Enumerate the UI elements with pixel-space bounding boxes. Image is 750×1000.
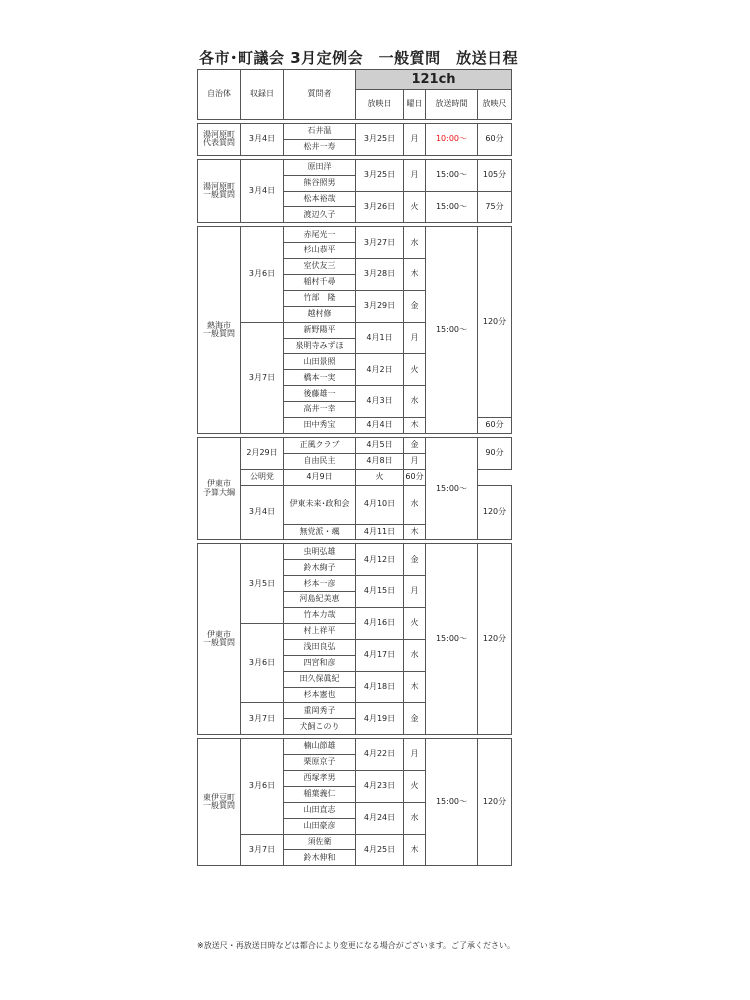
recording-date-cell: 2月29日 <box>241 437 284 469</box>
page-title: 各市･町議会 3月定例会 一般質問 放送日程 <box>199 49 519 67</box>
air-date-cell: 4月24日 <box>356 802 404 834</box>
header-duration: 放映尺 <box>478 90 512 120</box>
questioner-cell: 田久保眞紀 <box>284 671 356 687</box>
questioner-cell: 杉本憲也 <box>284 687 356 703</box>
air-date-cell: 4月23日 <box>356 770 404 802</box>
weekday-cell: 月 <box>404 739 426 771</box>
questioner-cell: 山田豪彦 <box>284 818 356 834</box>
questioner-cell: 河島紀美恵 <box>284 592 356 608</box>
air-date-cell: 4月1日 <box>356 322 404 354</box>
weekday-cell: 火 <box>404 770 426 802</box>
channel-header: 121ch <box>356 70 512 90</box>
questioner-cell: 公明党 <box>241 469 284 485</box>
weekday-cell: 水 <box>404 386 426 418</box>
questioner-cell: 重岡秀子 <box>284 703 356 719</box>
weekday-cell: 金 <box>404 703 426 735</box>
questioner-cell: 杉山恭平 <box>284 243 356 259</box>
municipality-cell: 東伊豆町 一般質問 <box>198 739 241 866</box>
table-row <box>198 544 512 560</box>
header-questioner: 質問者 <box>284 70 356 120</box>
questioner-cell: 松井一寿 <box>284 139 356 155</box>
recording-date-cell: 3月7日 <box>241 703 284 735</box>
questioner-cell: 浅田良弘 <box>284 639 356 655</box>
questioner-cell: 赤尾光一 <box>284 227 356 243</box>
air-date-cell: 4月17日 <box>356 639 404 671</box>
duration-cell: 120分 <box>478 544 512 735</box>
recording-date-cell: 3月4日 <box>241 485 284 540</box>
air-date-cell: 3月25日 <box>356 124 404 156</box>
weekday-cell: 月 <box>404 453 426 469</box>
weekday-cell: 月 <box>404 322 426 354</box>
questioner-cell: 楠山節雄 <box>284 739 356 755</box>
questioner-cell: 自由民主 <box>284 453 356 469</box>
weekday-cell: 水 <box>404 802 426 834</box>
questioner-cell: 高井一幸 <box>284 402 356 418</box>
air-date-cell: 4月2日 <box>356 354 404 386</box>
questioner-cell: 正風クラブ <box>284 437 356 453</box>
questioner-cell: 村上祥平 <box>284 623 356 639</box>
air-date-cell: 4月9日 <box>284 469 356 485</box>
questioner-cell: 熊谷照男 <box>284 175 356 191</box>
recording-date-cell: 3月6日 <box>241 739 284 834</box>
weekday-cell: 金 <box>404 437 426 453</box>
weekday-cell: 月 <box>404 124 426 156</box>
weekday-cell: 月 <box>404 159 426 191</box>
questioner-cell: 竹本力哉 <box>284 608 356 624</box>
municipality-cell: 湯河原町 代表質問 <box>198 124 241 156</box>
recording-date-cell: 3月5日 <box>241 544 284 623</box>
questioner-cell: 須佐衛 <box>284 834 356 850</box>
header-weekday: 曜日 <box>404 90 426 120</box>
questioner-cell: 石井温 <box>284 124 356 140</box>
municipality-cell: 伊東市 予算大綱 <box>198 437 241 540</box>
air-date-cell: 4月18日 <box>356 671 404 703</box>
questioner-cell: 泉明寺みずほ <box>284 338 356 354</box>
weekday-cell: 金 <box>404 290 426 322</box>
air-time-cell: 10:00～ <box>426 124 478 156</box>
recording-date-cell: 3月4日 <box>241 159 284 223</box>
questioner-cell: 山田景照 <box>284 354 356 370</box>
questioner-cell: 渡辺久子 <box>284 207 356 223</box>
air-time-cell: 15:00～ <box>426 437 478 540</box>
duration-cell: 60分 <box>478 418 512 434</box>
footnote: ※放送尺・再放送日時などは都合により変更になる場合がございます。ご了承ください。 <box>197 941 516 950</box>
air-date-cell: 4月25日 <box>356 834 404 866</box>
weekday-cell: 木 <box>404 259 426 291</box>
weekday-cell: 火 <box>356 469 404 485</box>
header-municipality: 自治体 <box>198 70 241 120</box>
questioner-cell: 稲村千尋 <box>284 275 356 291</box>
weekday-cell: 月 <box>404 576 426 608</box>
air-date-cell: 4月8日 <box>356 453 404 469</box>
air-time-cell: 15:00～ <box>426 159 478 191</box>
header-air-time: 放送時間 <box>426 90 478 120</box>
weekday-cell: 水 <box>404 227 426 259</box>
duration-cell: 120分 <box>478 739 512 866</box>
questioner-cell: 新野陽平 <box>284 322 356 338</box>
questioner-cell: 鈴木伸和 <box>284 850 356 866</box>
duration-cell: 120分 <box>478 485 512 540</box>
air-date-cell: 3月29日 <box>356 290 404 322</box>
air-date-cell: 4月19日 <box>356 703 404 735</box>
weekday-cell: 火 <box>404 191 426 223</box>
recording-date-cell: 3月4日 <box>241 124 284 156</box>
municipality-cell: 熱海市 一般質問 <box>198 227 241 434</box>
air-date-cell: 3月28日 <box>356 259 404 291</box>
recording-date-cell: 3月6日 <box>241 623 284 702</box>
questioner-cell: 犬飼このり <box>284 719 356 735</box>
weekday-cell: 火 <box>404 608 426 640</box>
duration-cell: 75分 <box>478 191 512 223</box>
questioner-cell: 稲葉義仁 <box>284 786 356 802</box>
questioner-cell: 室伏友三 <box>284 259 356 275</box>
air-time-cell: 15:00～ <box>426 191 478 223</box>
air-date-cell: 4月10日 <box>356 485 404 524</box>
air-date-cell: 4月4日 <box>356 418 404 434</box>
questioner-cell: 伊東未来･政和会 <box>284 485 356 524</box>
questioner-cell: 竹部 隆 <box>284 290 356 306</box>
duration-cell: 90分 <box>478 437 512 469</box>
municipality-cell: 伊東市 一般質問 <box>198 544 241 735</box>
recording-date-cell: 3月7日 <box>241 322 284 433</box>
weekday-cell: 木 <box>404 671 426 703</box>
air-date-cell: 4月22日 <box>356 739 404 771</box>
air-date-cell: 4月5日 <box>356 437 404 453</box>
questioner-cell: 虫明弘雄 <box>284 544 356 560</box>
questioner-cell: 越村修 <box>284 306 356 322</box>
questioner-cell: 橋本一実 <box>284 370 356 386</box>
questioner-cell: 田中秀宝 <box>284 418 356 434</box>
air-date-cell: 4月11日 <box>356 524 404 540</box>
air-date-cell: 3月26日 <box>356 191 404 223</box>
header-air-date: 放映日 <box>356 90 404 120</box>
questioner-cell: 原田洋 <box>284 159 356 175</box>
questioner-cell: 無党派・颯 <box>284 524 356 540</box>
questioner-cell: 松本裕哉 <box>284 191 356 207</box>
recording-date-cell: 3月6日 <box>241 227 284 322</box>
air-date-cell: 3月27日 <box>356 227 404 259</box>
weekday-cell: 木 <box>404 524 426 540</box>
municipality-cell: 湯河原町 一般質問 <box>198 159 241 223</box>
questioner-cell: 四宮和彦 <box>284 655 356 671</box>
air-time-cell: 15:00～ <box>426 227 478 434</box>
header-recording-date: 収録日 <box>241 70 284 120</box>
table-row <box>198 739 512 755</box>
questioner-cell: 西塚孝男 <box>284 770 356 786</box>
air-time-cell: 15:00～ <box>426 544 478 735</box>
duration-cell: 60分 <box>404 469 426 485</box>
questioner-cell: 後藤雄一 <box>284 386 356 402</box>
schedule-table <box>197 69 512 866</box>
questioner-cell: 山田直志 <box>284 802 356 818</box>
table-row <box>198 124 512 140</box>
questioner-cell: 栗原京子 <box>284 755 356 771</box>
duration-cell: 105分 <box>478 159 512 191</box>
weekday-cell: 金 <box>404 544 426 576</box>
weekday-cell: 木 <box>404 834 426 866</box>
air-time-cell: 15:00～ <box>426 739 478 866</box>
air-date-cell: 4月12日 <box>356 544 404 576</box>
questioner-cell: 鈴木絢子 <box>284 560 356 576</box>
weekday-cell: 火 <box>404 354 426 386</box>
air-date-cell: 4月16日 <box>356 608 404 640</box>
table-row <box>198 159 512 175</box>
air-date-cell: 3月25日 <box>356 159 404 191</box>
weekday-cell: 水 <box>404 639 426 671</box>
weekday-cell: 木 <box>404 418 426 434</box>
duration-cell: 60分 <box>478 124 512 156</box>
recording-date-cell: 3月7日 <box>241 834 284 866</box>
air-date-cell: 4月3日 <box>356 386 404 418</box>
weekday-cell: 水 <box>404 485 426 524</box>
questioner-cell: 杉本一彦 <box>284 576 356 592</box>
table-row <box>198 227 512 243</box>
duration-cell: 120分 <box>478 227 512 418</box>
air-date-cell: 4月15日 <box>356 576 404 608</box>
